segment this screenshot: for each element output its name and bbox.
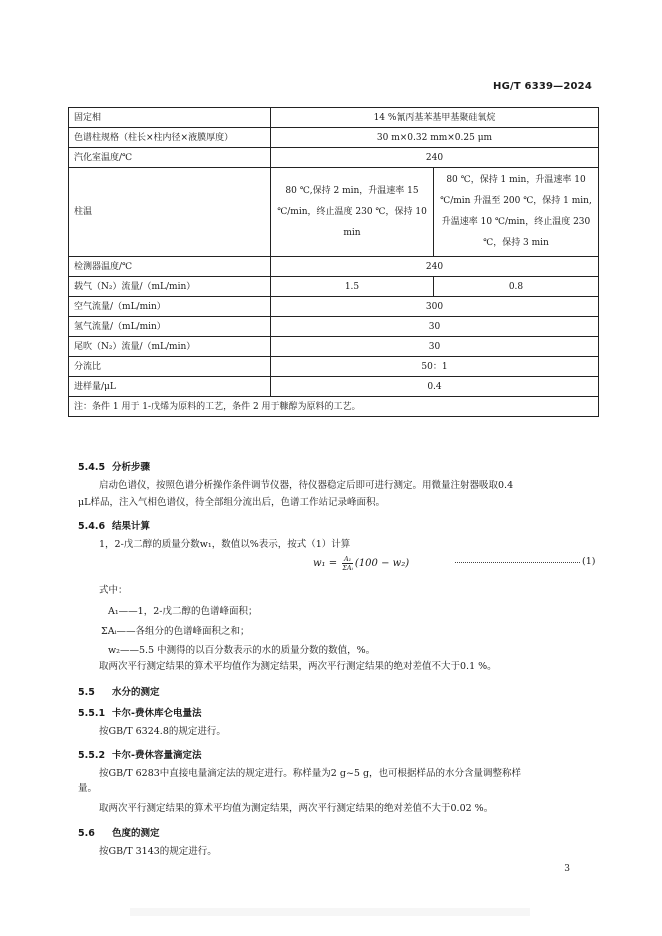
equation-number: (1) xyxy=(582,556,596,567)
leader-dots xyxy=(455,556,580,563)
table-row xyxy=(69,337,599,357)
table-row xyxy=(69,148,599,168)
paragraph: 取两次平行测定结果的算术平均值作为测定结果，两次平行测定结果的绝对差值不大于0.1 %。 xyxy=(99,661,497,672)
paragraph: 启动色谱仪，按照色谱分析操作条件调节仪器，待仪器稳定后即可进行测定。用微量注射器吸取0.4 xyxy=(99,480,514,491)
fraction-numerator: A₁ xyxy=(343,555,352,563)
paragraph: 按GB/T 3143的规定进行。 xyxy=(99,846,217,857)
row-label: 检测器温度/℃ xyxy=(69,257,271,277)
section-heading-5-4-6 xyxy=(78,518,150,532)
formula-lhs: w₁ = xyxy=(313,558,341,569)
section-heading-5-6 xyxy=(78,825,160,839)
section-number: 5.4.6 xyxy=(78,521,106,532)
cell-line: ℃/min，终止温度 230 ℃，保持 10 xyxy=(277,206,427,217)
definition: A₁——1，2-戊二醇的色谱峰面积； xyxy=(108,606,258,617)
section-heading-5-5 xyxy=(78,684,160,698)
table-row xyxy=(69,317,599,337)
definition: w₂——5.5 中测得的以百分数表示的水的质量分数的数值，%。 xyxy=(108,645,376,656)
row-value: 14 %氰丙基苯基甲基聚硅氧烷 xyxy=(271,108,599,128)
standard-number: HG/T 6339—2024 xyxy=(493,81,592,92)
row-label: 色谱柱规格（柱长×柱内径×液膜厚度） xyxy=(69,128,271,148)
table-note-row xyxy=(69,397,599,417)
paragraph: 取两次平行测定结果的算术平均值为测定结果，两次平行测定结果的绝对差值不大于0.02 %。 xyxy=(99,803,494,814)
paragraph: 1，2-戊二醇的质量分数w₁，数值以%表示，按式（1）计算 xyxy=(99,539,351,550)
paragraph: 按GB/T 6324.8的规定进行。 xyxy=(99,726,226,737)
row-label: 分流比 xyxy=(69,357,271,377)
paragraph: 式中： xyxy=(99,585,128,596)
section-title: 色度的测定 xyxy=(112,828,160,839)
table-row xyxy=(69,297,599,317)
table-row xyxy=(69,377,599,397)
cell-line: 80 ℃，保持 1 min，升温速率 10 xyxy=(446,175,586,185)
formula-fraction xyxy=(342,555,353,572)
section-title: 水分的测定 xyxy=(112,687,160,698)
condition-1-value: 1.5 xyxy=(271,277,434,297)
row-value: 50：1 xyxy=(271,357,599,377)
section-number: 5.6 xyxy=(78,828,95,839)
section-number: 5.5.1 xyxy=(78,708,106,719)
footer-watermark-strip xyxy=(130,908,530,916)
formula-rhs: (100 − w₂) xyxy=(354,558,410,569)
row-label: 尾吹（N₂）流量/（mL/min） xyxy=(69,337,271,357)
cell-line: min xyxy=(343,227,361,238)
fraction-denominator: ΣAᵢ xyxy=(342,564,353,572)
section-title: 卡尔-费休库仑电量法 xyxy=(112,708,202,719)
row-value: 30 xyxy=(271,317,599,337)
table-row xyxy=(69,168,599,257)
row-value: 30 xyxy=(271,337,599,357)
cell-line: ℃，保持 3 min xyxy=(483,238,549,248)
section-heading-5-4-5 xyxy=(78,459,150,473)
row-value: 240 xyxy=(271,257,599,277)
table-row xyxy=(69,357,599,377)
table-row xyxy=(69,257,599,277)
row-label: 进样量/μL xyxy=(69,377,271,397)
section-heading-5-5-1 xyxy=(78,705,201,719)
row-label: 汽化室温度/℃ xyxy=(69,148,271,168)
definition: ΣAᵢ——各组分的色谱峰面积之和； xyxy=(101,626,250,637)
cell-line: 升温速率 10 ℃/min，终止温度 230 xyxy=(441,217,591,227)
section-number: 5.4.5 xyxy=(78,462,106,473)
paragraph: 量。 xyxy=(78,783,98,794)
section-title: 分析步骤 xyxy=(112,462,151,473)
paragraph: μL样品，注入气相色谱仪，待全部组分流出后，色谱工作站记录峰面积。 xyxy=(78,497,385,508)
cell-line: 80 ℃,保持 2 min，升温速率 15 xyxy=(285,185,419,196)
page-number: 3 xyxy=(564,864,570,874)
section-title: 结果计算 xyxy=(112,521,151,532)
row-value: 30 m×0.32 mm×0.25 μm xyxy=(271,128,599,148)
table-note: 注：条件 1 用于 1-戊烯为原料的工艺，条件 2 用于糠醇为原料的工艺。 xyxy=(69,397,599,417)
row-value: 0.4 xyxy=(271,377,599,397)
section-number: 5.5.2 xyxy=(78,750,106,761)
row-label: 载气（N₂）流量/（mL/min） xyxy=(69,277,271,297)
condition-2-value: 0.8 xyxy=(434,277,599,297)
condition-2-cell xyxy=(434,168,599,257)
row-label: 空气流量/（mL/min） xyxy=(69,297,271,317)
formula-1 xyxy=(313,555,409,572)
row-label: 固定相 xyxy=(69,108,271,128)
condition-1-cell xyxy=(271,168,434,257)
table-row xyxy=(69,108,599,128)
section-number: 5.5 xyxy=(78,687,95,698)
chromatography-conditions-table xyxy=(68,107,599,417)
row-label: 柱温 xyxy=(69,168,271,257)
row-value: 240 xyxy=(271,148,599,168)
paragraph: 按GB/T 6283中直接电量滴定法的规定进行。称样量为2 g~5 g，也可根据样品的水分含量调整称样 xyxy=(99,768,522,779)
row-value: 300 xyxy=(271,297,599,317)
row-label: 氢气流量/（mL/min） xyxy=(69,317,271,337)
cell-line: ℃/min 升温至 200 ℃，保持 1 min, xyxy=(440,196,592,206)
section-title: 卡尔-费休容量滴定法 xyxy=(112,750,202,761)
table-row xyxy=(69,128,599,148)
table-row xyxy=(69,277,599,297)
section-heading-5-5-2 xyxy=(78,747,201,761)
